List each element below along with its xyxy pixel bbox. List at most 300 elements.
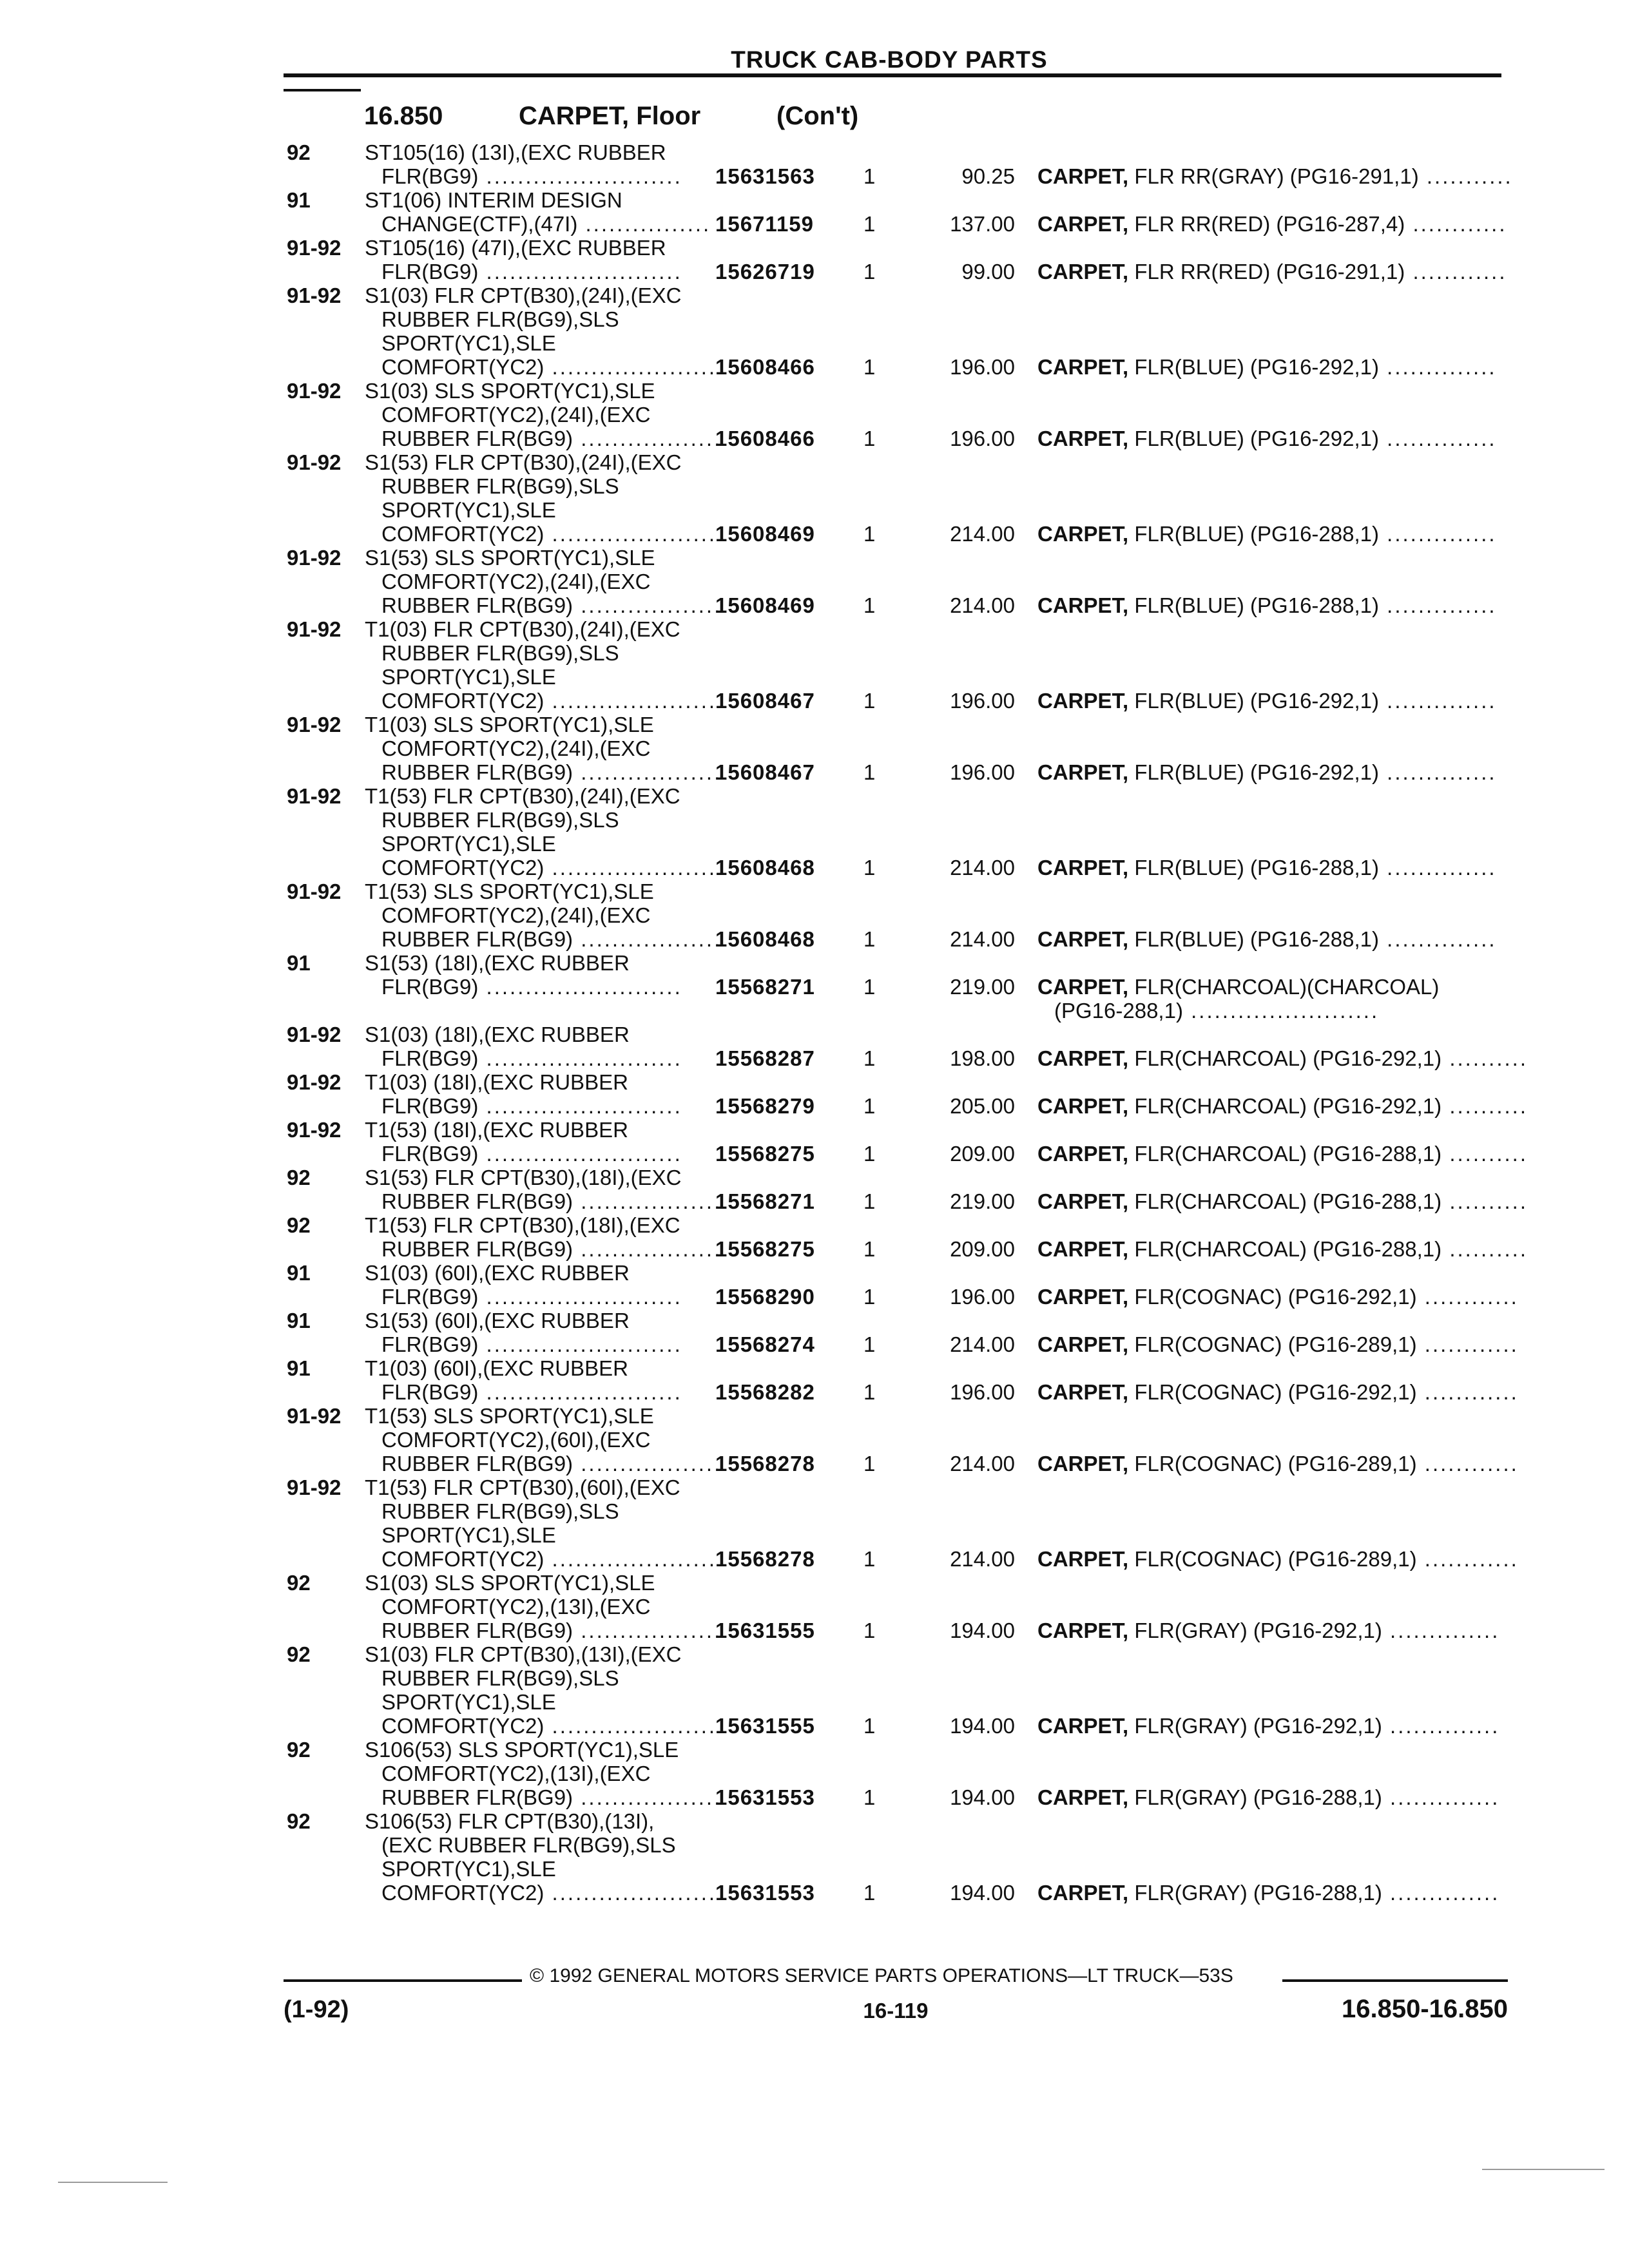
leader-dots: .............. bbox=[1379, 522, 1497, 546]
description-line bbox=[365, 236, 682, 260]
leader-dots: ..................... bbox=[544, 1881, 717, 1905]
leader-dots: ........... bbox=[1418, 164, 1513, 188]
part-name bbox=[1037, 427, 1497, 450]
footer-rule-left bbox=[284, 1979, 522, 1982]
usage-description bbox=[365, 784, 717, 879]
description-text: S106(53) FLR CPT(B30),(13I), bbox=[365, 1809, 655, 1833]
part-name-label: CARPET, bbox=[1037, 1189, 1129, 1213]
leader-dots: .................. bbox=[573, 1619, 722, 1642]
description-line bbox=[365, 760, 722, 784]
part-reference: FLR(BLUE) (PG16-292,1) bbox=[1134, 760, 1379, 784]
leader-dots: ......................... bbox=[478, 1332, 682, 1356]
description-line bbox=[365, 1142, 682, 1166]
part-reference: FLR(COGNAC) (PG16-289,1) bbox=[1134, 1332, 1417, 1356]
part-reference: FLR(GRAY) (PG16-292,1) bbox=[1134, 1714, 1382, 1738]
description-text: SPORT(YC1),SLE bbox=[381, 665, 556, 689]
description-line bbox=[365, 1309, 682, 1332]
usage-description bbox=[365, 1404, 722, 1475]
part-reference: FLR(COGNAC) (PG16-289,1) bbox=[1134, 1547, 1417, 1571]
page-header-title: TRUCK CAB-BODY PARTS bbox=[731, 46, 1048, 73]
description-text: RUBBER FLR(BG9) bbox=[381, 1619, 574, 1642]
description-line bbox=[365, 284, 717, 307]
part-name-label: CARPET, bbox=[1037, 1619, 1129, 1642]
description-text: FLR(BG9) bbox=[381, 1285, 479, 1309]
usage-description bbox=[365, 1261, 682, 1309]
leader-dots: .......... bbox=[1441, 1142, 1528, 1166]
usage-description bbox=[365, 1571, 722, 1642]
leader-dots: .............. bbox=[1382, 1881, 1500, 1905]
usage-description bbox=[365, 1356, 682, 1404]
leader-dots: ............ bbox=[1405, 260, 1507, 284]
description-line bbox=[365, 903, 722, 927]
leader-dots: ..................... bbox=[544, 689, 717, 713]
description-text: T1(53) SLS SPORT(YC1),SLE bbox=[365, 1404, 654, 1428]
description-line bbox=[365, 1023, 682, 1046]
leader-dots: ......................... bbox=[478, 1142, 682, 1166]
description-line bbox=[365, 1213, 722, 1237]
description-line bbox=[365, 570, 722, 593]
leader-dots: .................. bbox=[573, 760, 722, 784]
description-text: FLR(BG9) bbox=[381, 975, 479, 999]
price: 194.00 bbox=[950, 1714, 1015, 1738]
part-name bbox=[1037, 1619, 1499, 1642]
part-reference: FLR(CHARCOAL) (PG16-288,1) bbox=[1134, 1142, 1442, 1166]
model-year: 91 bbox=[287, 188, 311, 212]
description-line bbox=[365, 1547, 717, 1571]
description-text: COMFORT(YC2),(24I),(EXC bbox=[381, 903, 651, 927]
description-line bbox=[365, 1690, 717, 1714]
part-name-label: CARPET, bbox=[1037, 164, 1129, 188]
leader-dots: .................. bbox=[573, 1237, 722, 1261]
description-line bbox=[365, 641, 717, 665]
usage-description bbox=[365, 951, 682, 999]
quantity: 1 bbox=[863, 260, 876, 284]
description-text: COMFORT(YC2) bbox=[381, 1547, 545, 1571]
usage-description bbox=[365, 1475, 717, 1571]
description-text: FLR(BG9) bbox=[381, 1380, 479, 1404]
quantity: 1 bbox=[863, 1714, 876, 1738]
part-name bbox=[1037, 1046, 1528, 1070]
description-text: T1(53) SLS SPORT(YC1),SLE bbox=[365, 879, 654, 903]
description-line bbox=[365, 1285, 682, 1309]
part-number: 15568271 bbox=[715, 1189, 815, 1213]
description-text: SPORT(YC1),SLE bbox=[381, 1523, 556, 1547]
model-year: 91-92 bbox=[287, 1070, 342, 1094]
usage-description bbox=[365, 379, 722, 450]
leader-dots: .............. bbox=[1382, 1785, 1500, 1809]
description-text: S1(03) SLS SPORT(YC1),SLE bbox=[365, 379, 655, 403]
part-number: 15631563 bbox=[715, 164, 815, 188]
description-text: FLR(BG9) bbox=[381, 260, 479, 284]
part-number: 15568274 bbox=[715, 1332, 815, 1356]
price: 214.00 bbox=[950, 927, 1015, 951]
description-text: COMFORT(YC2),(13I),(EXC bbox=[381, 1595, 651, 1619]
part-name-label: CARPET, bbox=[1037, 689, 1129, 713]
quantity: 1 bbox=[863, 1094, 876, 1118]
quantity: 1 bbox=[863, 1547, 876, 1571]
description-line bbox=[365, 546, 722, 570]
part-reference: FLR(CHARCOAL)(CHARCOAL) bbox=[1134, 975, 1440, 999]
part-number: 15568278 bbox=[715, 1452, 815, 1475]
description-text: SPORT(YC1),SLE bbox=[381, 331, 556, 355]
part-name-label: CARPET, bbox=[1037, 212, 1129, 236]
part-reference: FLR RR(RED) (PG16-287,4) bbox=[1134, 212, 1405, 236]
description-text: SPORT(YC1),SLE bbox=[381, 832, 556, 856]
description-line bbox=[365, 1499, 717, 1523]
price: 219.00 bbox=[950, 975, 1015, 999]
price: 198.00 bbox=[950, 1046, 1015, 1070]
description-text: S1(53) (18I),(EXC RUBBER bbox=[365, 951, 630, 975]
description-text: SPORT(YC1),SLE bbox=[381, 498, 556, 522]
part-number: 15568290 bbox=[715, 1285, 815, 1309]
part-name bbox=[1037, 1332, 1519, 1356]
quantity: 1 bbox=[863, 760, 876, 784]
description-text: RUBBER FLR(BG9),SLS bbox=[381, 808, 619, 832]
price: 214.00 bbox=[950, 522, 1015, 546]
section-title: CARPET, Floor bbox=[519, 102, 701, 130]
part-number: 15631553 bbox=[715, 1881, 815, 1905]
description-text: S1(03) SLS SPORT(YC1),SLE bbox=[365, 1571, 655, 1595]
leader-dots: ........................ bbox=[1182, 999, 1380, 1023]
part-name bbox=[1037, 355, 1497, 379]
leader-dots: ......................... bbox=[478, 1046, 682, 1070]
description-line bbox=[365, 427, 722, 450]
description-text: RUBBER FLR(BG9) bbox=[381, 1237, 574, 1261]
description-line bbox=[365, 1881, 717, 1905]
part-name-label: CARPET, bbox=[1037, 975, 1129, 999]
description-text: RUBBER FLR(BG9) bbox=[381, 427, 574, 450]
part-name-label: CARPET, bbox=[1037, 1380, 1129, 1404]
description-text: (EXC RUBBER FLR(BG9),SLS bbox=[381, 1833, 676, 1857]
model-year: 91-92 bbox=[287, 284, 342, 307]
description-text: COMFORT(YC2) bbox=[381, 522, 545, 546]
description-text: T1(53) (18I),(EXC RUBBER bbox=[365, 1118, 628, 1142]
description-line bbox=[365, 879, 722, 903]
price: 137.00 bbox=[950, 212, 1015, 236]
description-line bbox=[365, 713, 722, 736]
model-year: 92 bbox=[287, 1213, 311, 1237]
description-text: S1(03) (60I),(EXC RUBBER bbox=[365, 1261, 630, 1285]
model-year: 91 bbox=[287, 1261, 311, 1285]
quantity: 1 bbox=[863, 975, 876, 999]
leader-dots: ..................... bbox=[544, 1547, 717, 1571]
description-text: SPORT(YC1),SLE bbox=[381, 1857, 556, 1881]
price: 194.00 bbox=[950, 1619, 1015, 1642]
description-text: S1(03) FLR CPT(B30),(24I),(EXC bbox=[365, 284, 682, 307]
part-number: 15631555 bbox=[715, 1714, 815, 1738]
leader-dots: .......... bbox=[1441, 1046, 1528, 1070]
leader-dots: ......................... bbox=[478, 1094, 682, 1118]
quantity: 1 bbox=[863, 1285, 876, 1309]
usage-description bbox=[365, 617, 717, 713]
section-note: (Con't) bbox=[776, 102, 859, 130]
part-name bbox=[1037, 260, 1507, 284]
leader-dots: ............ bbox=[1416, 1380, 1519, 1404]
part-number: 15626719 bbox=[715, 260, 815, 284]
model-year: 92 bbox=[287, 1809, 311, 1833]
description-line bbox=[365, 1571, 722, 1595]
usage-description bbox=[365, 1213, 722, 1261]
part-reference: FLR(BLUE) (PG16-288,1) bbox=[1134, 856, 1379, 879]
usage-description bbox=[365, 1166, 722, 1213]
description-text: T1(53) FLR CPT(B30),(18I),(EXC bbox=[365, 1213, 680, 1237]
model-year: 91-92 bbox=[287, 713, 342, 736]
quantity: 1 bbox=[863, 927, 876, 951]
quantity: 1 bbox=[863, 1332, 876, 1356]
description-line bbox=[365, 1356, 682, 1380]
description-line bbox=[365, 379, 722, 403]
description-text: ST105(16) (13I),(EXC RUBBER bbox=[365, 140, 666, 164]
description-text: T1(03) (60I),(EXC RUBBER bbox=[365, 1356, 628, 1380]
part-number: 15631553 bbox=[715, 1785, 815, 1809]
usage-description bbox=[365, 1309, 682, 1356]
part-name bbox=[1037, 927, 1497, 951]
price: 214.00 bbox=[950, 1452, 1015, 1475]
description-line bbox=[365, 975, 682, 999]
part-reference-continued bbox=[1054, 999, 1379, 1023]
part-name-label: CARPET, bbox=[1037, 1714, 1129, 1738]
description-line bbox=[365, 1404, 722, 1428]
leader-dots: ............ bbox=[1416, 1547, 1519, 1571]
price: 196.00 bbox=[950, 689, 1015, 713]
usage-description bbox=[365, 284, 717, 379]
description-line bbox=[365, 140, 682, 164]
usage-description bbox=[365, 546, 722, 617]
usage-description bbox=[365, 1118, 682, 1166]
part-name-label: CARPET, bbox=[1037, 522, 1129, 546]
price: 196.00 bbox=[950, 427, 1015, 450]
model-year: 92 bbox=[287, 1738, 311, 1762]
part-name bbox=[1037, 1714, 1499, 1738]
model-year: 91-92 bbox=[287, 546, 342, 570]
description-line bbox=[365, 1237, 722, 1261]
part-name-label: CARPET, bbox=[1037, 1046, 1129, 1070]
description-text: T1(03) (18I),(EXC RUBBER bbox=[365, 1070, 628, 1094]
part-name-label: CARPET, bbox=[1037, 593, 1129, 617]
description-line bbox=[365, 1094, 682, 1118]
leader-dots: .............. bbox=[1379, 427, 1497, 450]
leader-dots: .............. bbox=[1382, 1619, 1500, 1642]
usage-description bbox=[365, 140, 682, 188]
leader-dots: ............ bbox=[1416, 1452, 1519, 1475]
description-line bbox=[365, 1785, 722, 1809]
description-text: T1(53) FLR CPT(B30),(60I),(EXC bbox=[365, 1475, 680, 1499]
description-text: FLR(BG9) bbox=[381, 1332, 479, 1356]
leader-dots: .............. bbox=[1379, 760, 1497, 784]
part-reference: FLR(BLUE) (PG16-292,1) bbox=[1134, 355, 1379, 379]
leader-dots: .............. bbox=[1379, 593, 1497, 617]
leader-dots: .................. bbox=[573, 427, 722, 450]
leader-dots: .............. bbox=[1379, 689, 1497, 713]
description-text: T1(03) FLR CPT(B30),(24I),(EXC bbox=[365, 617, 680, 641]
price: 219.00 bbox=[950, 1189, 1015, 1213]
description-line bbox=[365, 1619, 722, 1642]
model-year: 91 bbox=[287, 1356, 311, 1380]
description-text: RUBBER FLR(BG9),SLS bbox=[381, 474, 619, 498]
quantity: 1 bbox=[863, 1785, 876, 1809]
part-reference: FLR(GRAY) (PG16-288,1) bbox=[1134, 1785, 1382, 1809]
description-line bbox=[365, 260, 682, 284]
leader-dots: ......................... bbox=[478, 164, 682, 188]
description-text: RUBBER FLR(BG9) bbox=[381, 1452, 574, 1475]
footer-section-range: 16.850-16.850 bbox=[1341, 1995, 1508, 2023]
part-number: 15631555 bbox=[715, 1619, 815, 1642]
part-number: 15608468 bbox=[715, 856, 815, 879]
quantity: 1 bbox=[863, 355, 876, 379]
description-text: RUBBER FLR(BG9) bbox=[381, 1785, 574, 1809]
description-line bbox=[365, 927, 722, 951]
section-code: 16.850 bbox=[364, 102, 443, 130]
leader-dots: ..................... bbox=[544, 355, 717, 379]
price: 90.25 bbox=[961, 164, 1015, 188]
price: 214.00 bbox=[950, 1332, 1015, 1356]
part-name bbox=[1037, 1094, 1528, 1118]
leader-dots: ......................... bbox=[478, 1380, 682, 1404]
model-year: 92 bbox=[287, 1571, 311, 1595]
leader-dots: ............ bbox=[1416, 1332, 1519, 1356]
part-number: 15608467 bbox=[715, 689, 815, 713]
part-reference: FLR(BLUE) (PG16-288,1) bbox=[1134, 927, 1379, 951]
description-line bbox=[365, 689, 717, 713]
model-year: 91-92 bbox=[287, 617, 342, 641]
part-reference: FLR(CHARCOAL) (PG16-292,1) bbox=[1134, 1046, 1442, 1070]
usage-description bbox=[365, 1070, 682, 1118]
model-year: 91 bbox=[287, 951, 311, 975]
price: 205.00 bbox=[950, 1094, 1015, 1118]
description-text: RUBBER FLR(BG9) bbox=[381, 927, 574, 951]
quantity: 1 bbox=[863, 1142, 876, 1166]
part-name-label: CARPET, bbox=[1037, 260, 1129, 284]
description-line bbox=[365, 355, 717, 379]
price: 214.00 bbox=[950, 1547, 1015, 1571]
part-number: 15568279 bbox=[715, 1094, 815, 1118]
description-line bbox=[365, 1714, 717, 1738]
part-name-label: CARPET, bbox=[1037, 1332, 1129, 1356]
part-reference: FLR(CHARCOAL) (PG16-288,1) bbox=[1134, 1237, 1442, 1261]
part-name bbox=[1037, 975, 1439, 999]
description-line bbox=[365, 1261, 682, 1285]
price: 214.00 bbox=[950, 856, 1015, 879]
description-text: COMFORT(YC2) bbox=[381, 1714, 545, 1738]
description-line bbox=[365, 188, 711, 212]
quantity: 1 bbox=[863, 856, 876, 879]
description-line bbox=[365, 593, 722, 617]
description-text: COMFORT(YC2),(24I),(EXC bbox=[381, 736, 651, 760]
part-reference: FLR(GRAY) (PG16-288,1) bbox=[1134, 1881, 1382, 1905]
model-year: 91-92 bbox=[287, 1023, 342, 1046]
leader-dots: .................. bbox=[573, 927, 722, 951]
quantity: 1 bbox=[863, 1452, 876, 1475]
description-text: S1(53) FLR CPT(B30),(24I),(EXC bbox=[365, 450, 682, 474]
description-line bbox=[365, 1046, 682, 1070]
part-name-label: CARPET, bbox=[1037, 1237, 1129, 1261]
description-line bbox=[365, 1857, 717, 1881]
model-year: 91-92 bbox=[287, 1118, 342, 1142]
part-name-label: CARPET, bbox=[1037, 927, 1129, 951]
description-line bbox=[365, 331, 717, 355]
usage-description bbox=[365, 236, 682, 284]
leader-dots: ..................... bbox=[544, 1714, 717, 1738]
description-text: COMFORT(YC2),(24I),(EXC bbox=[381, 403, 651, 427]
part-name bbox=[1037, 212, 1507, 236]
usage-description bbox=[365, 879, 722, 951]
price: 194.00 bbox=[950, 1785, 1015, 1809]
part-reference: FLR(BLUE) (PG16-292,1) bbox=[1134, 427, 1379, 450]
description-text: FLR(BG9) bbox=[381, 164, 479, 188]
usage-description bbox=[365, 1809, 717, 1905]
quantity: 1 bbox=[863, 1881, 876, 1905]
part-name bbox=[1037, 689, 1497, 713]
leader-dots: ............ bbox=[1405, 212, 1507, 236]
description-text: S1(53) SLS SPORT(YC1),SLE bbox=[365, 546, 655, 570]
description-line bbox=[365, 808, 717, 832]
leader-dots: ......................... bbox=[478, 260, 682, 284]
part-reference: FLR(CHARCOAL) (PG16-292,1) bbox=[1134, 1094, 1442, 1118]
part-name-label: CARPET, bbox=[1037, 1094, 1129, 1118]
description-line bbox=[365, 832, 717, 856]
description-line bbox=[365, 1428, 722, 1452]
model-year: 91-92 bbox=[287, 1475, 342, 1499]
part-number: 15671159 bbox=[715, 212, 815, 236]
part-name bbox=[1037, 1285, 1519, 1309]
leader-dots: .................. bbox=[573, 1785, 722, 1809]
part-name-label: CARPET, bbox=[1037, 427, 1129, 450]
part-name bbox=[1037, 164, 1513, 188]
description-line bbox=[365, 665, 717, 689]
leader-dots: ................ bbox=[577, 212, 711, 236]
description-text: S1(03) (18I),(EXC RUBBER bbox=[365, 1023, 630, 1046]
description-text: RUBBER FLR(BG9) bbox=[381, 1189, 574, 1213]
part-number: 15568271 bbox=[715, 975, 815, 999]
description-line bbox=[365, 450, 717, 474]
part-name bbox=[1037, 1380, 1519, 1404]
quantity: 1 bbox=[863, 1380, 876, 1404]
description-text: COMFORT(YC2),(24I),(EXC bbox=[381, 570, 651, 593]
part-name bbox=[1037, 1189, 1528, 1213]
quantity: 1 bbox=[863, 522, 876, 546]
quantity: 1 bbox=[863, 212, 876, 236]
model-year: 91-92 bbox=[287, 236, 342, 260]
quantity: 1 bbox=[863, 1189, 876, 1213]
description-line bbox=[365, 1380, 682, 1404]
description-text: FLR(BG9) bbox=[381, 1046, 479, 1070]
description-text: COMFORT(YC2) bbox=[381, 1881, 545, 1905]
description-text: S1(03) FLR CPT(B30),(13I),(EXC bbox=[365, 1642, 682, 1666]
model-year: 91 bbox=[287, 1309, 311, 1332]
quantity: 1 bbox=[863, 1046, 876, 1070]
part-name-label: CARPET, bbox=[1037, 1452, 1129, 1475]
part-reference: FLR RR(RED) (PG16-291,1) bbox=[1134, 260, 1405, 284]
description-text: SPORT(YC1),SLE bbox=[381, 1690, 556, 1714]
description-line bbox=[365, 1475, 717, 1499]
description-line bbox=[365, 617, 717, 641]
part-name-label: CARPET, bbox=[1037, 1785, 1129, 1809]
description-text: RUBBER FLR(BG9),SLS bbox=[381, 641, 619, 665]
leader-dots: .......... bbox=[1441, 1094, 1528, 1118]
description-line bbox=[365, 1118, 682, 1142]
quantity: 1 bbox=[863, 164, 876, 188]
usage-description bbox=[365, 450, 717, 546]
description-line bbox=[365, 164, 682, 188]
description-line bbox=[365, 403, 722, 427]
description-line bbox=[365, 1452, 722, 1475]
leader-dots: .............. bbox=[1382, 1714, 1500, 1738]
description-line bbox=[365, 1070, 682, 1094]
quantity: 1 bbox=[863, 1619, 876, 1642]
part-name-label: CARPET, bbox=[1037, 1142, 1129, 1166]
footer-date-code: (1-92) bbox=[284, 1996, 349, 2023]
part-name-label: CARPET, bbox=[1037, 1547, 1129, 1571]
